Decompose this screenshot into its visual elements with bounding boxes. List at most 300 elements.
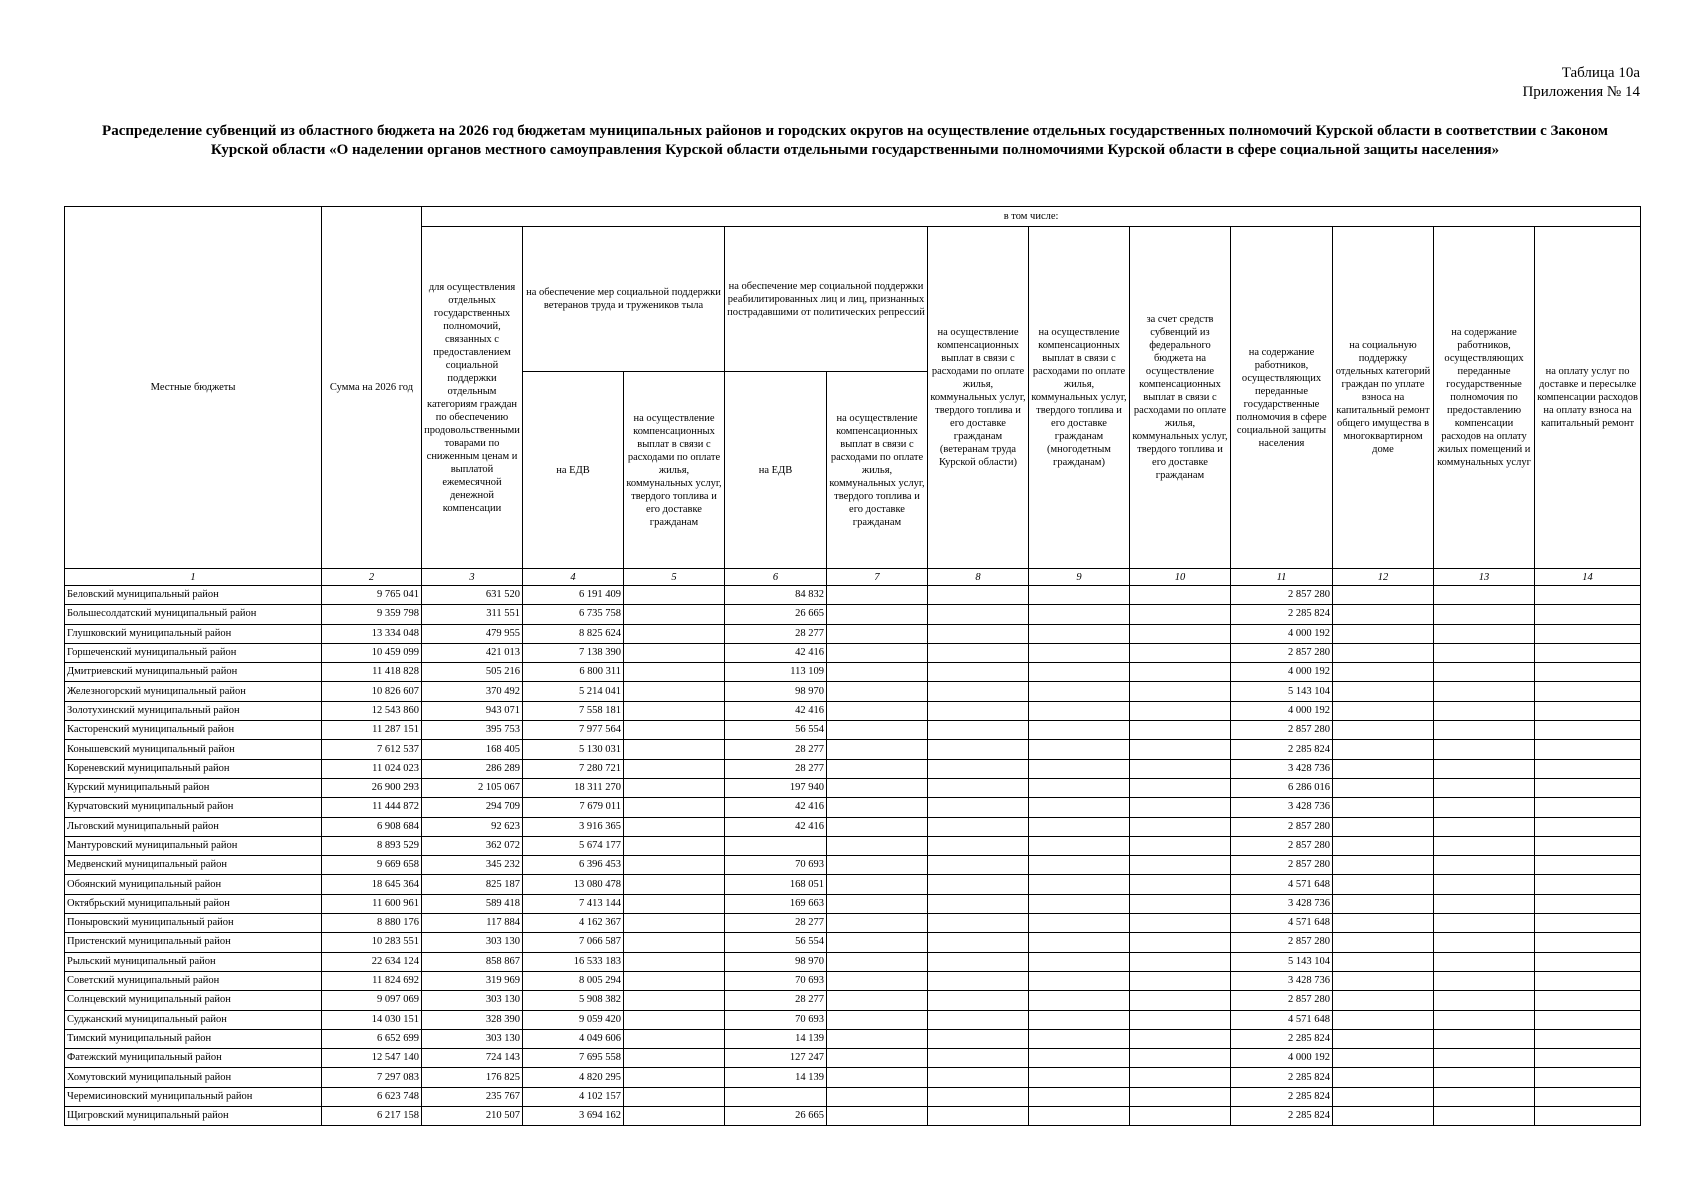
amount-cell <box>827 586 928 605</box>
header-rehabilitated-compensation: на осуществление компенсационных выплат в связи с расходами по оплате жилья, коммунальных услуг, твердого топлива и его доставке гражданам <box>827 372 928 569</box>
amount-cell <box>1029 1049 1130 1068</box>
amount-cell: 7 977 564 <box>523 721 624 740</box>
amount-cell: 6 191 409 <box>523 586 624 605</box>
municipality-name-cell: Щигровский муниципальный район <box>65 1107 322 1126</box>
amount-cell <box>1333 643 1434 662</box>
amount-cell <box>1333 1029 1434 1048</box>
amount-cell: 858 867 <box>422 952 523 971</box>
amount-cell <box>1535 894 1641 913</box>
amount-cell: 2 285 824 <box>1231 1107 1333 1126</box>
amount-cell <box>1333 856 1434 875</box>
amount-cell <box>1333 1068 1434 1087</box>
amount-cell <box>1130 1068 1231 1087</box>
amount-cell <box>624 624 725 643</box>
amount-cell <box>1130 856 1231 875</box>
amount-cell <box>928 798 1029 817</box>
amount-cell: 197 940 <box>725 778 827 797</box>
amount-cell <box>1333 991 1434 1010</box>
amount-cell <box>1434 721 1535 740</box>
amount-cell: 113 109 <box>725 663 827 682</box>
table-row <box>65 740 1641 759</box>
amount-cell <box>624 1107 725 1126</box>
amount-cell <box>1029 663 1130 682</box>
table-row <box>65 1010 1641 1029</box>
amount-cell <box>624 894 725 913</box>
table-row <box>65 952 1641 971</box>
amount-cell: 294 709 <box>422 798 523 817</box>
table-row <box>65 1107 1641 1126</box>
amount-cell: 22 634 124 <box>322 952 422 971</box>
amount-cell: 3 916 365 <box>523 817 624 836</box>
appendix-number: Приложения № 14 <box>1522 84 1640 100</box>
column-number: 14 <box>1535 569 1641 586</box>
amount-cell <box>1434 914 1535 933</box>
amount-cell <box>928 643 1029 662</box>
amount-cell: 724 143 <box>422 1049 523 1068</box>
amount-cell: 3 428 736 <box>1231 759 1333 778</box>
amount-cell: 2 285 824 <box>1231 1068 1333 1087</box>
header-group-labor-veterans: на обеспечение мер социальной поддержки ветеранов труда и тружеников тыла <box>523 227 725 372</box>
amount-cell: 11 024 023 <box>322 759 422 778</box>
header-including: в том числе: <box>422 207 1641 227</box>
amount-cell <box>1535 721 1641 740</box>
amount-cell <box>1333 663 1434 682</box>
municipality-name-cell: Льговский муниципальный район <box>65 817 322 836</box>
amount-cell: 56 554 <box>725 933 827 952</box>
amount-cell <box>827 778 928 797</box>
municipality-name-cell: Фатежский муниципальный район <box>65 1049 322 1068</box>
municipality-name-cell: Поныровский муниципальный район <box>65 914 322 933</box>
amount-cell <box>1130 721 1231 740</box>
table-row <box>65 894 1641 913</box>
municipality-name-cell: Суджанский муниципальный район <box>65 1010 322 1029</box>
municipality-name-cell: Дмитриевский муниципальный район <box>65 663 322 682</box>
header-local-budgets: Местные бюджеты <box>65 207 322 569</box>
amount-cell <box>928 721 1029 740</box>
table-row <box>65 856 1641 875</box>
municipality-name-cell: Конышевский муниципальный район <box>65 740 322 759</box>
amount-cell: 8 880 176 <box>322 914 422 933</box>
document-title: Распределение субвенций из областного бюджета на 2026 год бюджетам муниципальных районов и городских округов на осуществление отдельных государственных полномочий Курской области в соответствии с Законом Курской области «О наделении органов местного самоуправления Курской области отдельными государственными полномочиями Курской области в сфере социальной защиты населения» <box>102 123 1608 158</box>
amount-cell <box>1029 856 1130 875</box>
amount-cell: 70 693 <box>725 856 827 875</box>
municipality-name-cell: Черемисиновский муниципальный район <box>65 1087 322 1106</box>
amount-cell: 5 143 104 <box>1231 952 1333 971</box>
amount-cell: 505 216 <box>422 663 523 682</box>
amount-cell: 70 693 <box>725 1010 827 1029</box>
amount-cell <box>1535 605 1641 624</box>
amount-cell <box>1130 798 1231 817</box>
amount-cell <box>1434 663 1535 682</box>
amount-cell <box>624 933 725 952</box>
header-staff-compensation: на содержание работников, осуществляющих переданные государственные полномочия по предоставлению компенсации расходов на оплату жилых помещений и коммунальных услуг <box>1434 227 1535 569</box>
amount-cell <box>1333 740 1434 759</box>
municipality-name-cell: Рыльский муниципальный район <box>65 952 322 971</box>
amount-cell <box>1434 586 1535 605</box>
amount-cell: 4 000 192 <box>1231 624 1333 643</box>
municipality-name-cell: Беловский муниципальный район <box>65 586 322 605</box>
amount-cell: 6 908 684 <box>322 817 422 836</box>
amount-cell <box>1029 721 1130 740</box>
amount-cell <box>1333 952 1434 971</box>
amount-cell <box>827 952 928 971</box>
amount-cell <box>827 624 928 643</box>
amount-cell <box>1434 682 1535 701</box>
amount-cell <box>928 971 1029 990</box>
amount-cell: 8 005 294 <box>523 971 624 990</box>
amount-cell: 117 884 <box>422 914 523 933</box>
amount-cell <box>928 701 1029 720</box>
amount-cell: 395 753 <box>422 721 523 740</box>
municipality-name-cell: Медвенский муниципальный район <box>65 856 322 875</box>
table-row <box>65 875 1641 894</box>
column-number: 8 <box>928 569 1029 586</box>
table-row <box>65 933 1641 952</box>
amount-cell <box>1535 1049 1641 1068</box>
column-number: 3 <box>422 569 523 586</box>
amount-cell: 303 130 <box>422 933 523 952</box>
amount-cell <box>1029 952 1130 971</box>
amount-cell: 42 416 <box>725 798 827 817</box>
amount-cell: 70 693 <box>725 971 827 990</box>
amount-cell <box>1029 778 1130 797</box>
table-body <box>65 586 1641 1126</box>
table-row <box>65 1087 1641 1106</box>
amount-cell <box>1535 856 1641 875</box>
amount-cell <box>1434 605 1535 624</box>
amount-cell: 9 359 798 <box>322 605 422 624</box>
amount-cell: 11 418 828 <box>322 663 422 682</box>
amount-cell <box>928 1029 1029 1048</box>
amount-cell <box>1029 836 1130 855</box>
amount-cell: 18 645 364 <box>322 875 422 894</box>
amount-cell: 319 969 <box>422 971 523 990</box>
table-row <box>65 817 1641 836</box>
amount-cell <box>1434 740 1535 759</box>
amount-cell: 9 765 041 <box>322 586 422 605</box>
amount-cell: 28 277 <box>725 624 827 643</box>
column-number: 11 <box>1231 569 1333 586</box>
amount-cell: 42 416 <box>725 817 827 836</box>
amount-cell <box>624 778 725 797</box>
column-number: 7 <box>827 569 928 586</box>
amount-cell: 2 857 280 <box>1231 817 1333 836</box>
amount-cell <box>1434 836 1535 855</box>
amount-cell <box>1434 624 1535 643</box>
amount-cell <box>1434 991 1535 1010</box>
amount-cell <box>1029 991 1130 1010</box>
amount-cell <box>1130 817 1231 836</box>
amount-cell <box>624 1068 725 1087</box>
table-row <box>65 991 1641 1010</box>
amount-cell <box>1434 1029 1535 1048</box>
amount-cell <box>827 740 928 759</box>
amount-cell: 2 105 067 <box>422 778 523 797</box>
amount-cell: 42 416 <box>725 643 827 662</box>
amount-cell <box>1535 740 1641 759</box>
amount-cell <box>1535 952 1641 971</box>
amount-cell <box>827 663 928 682</box>
subvention-table-container <box>64 206 1640 1126</box>
amount-cell: 4 000 192 <box>1231 663 1333 682</box>
amount-cell <box>1029 682 1130 701</box>
amount-cell <box>1535 1068 1641 1087</box>
column-number: 1 <box>65 569 322 586</box>
amount-cell <box>1130 1107 1231 1126</box>
amount-cell: 12 547 140 <box>322 1049 422 1068</box>
amount-cell: 12 543 860 <box>322 701 422 720</box>
amount-cell <box>1535 798 1641 817</box>
amount-cell <box>624 836 725 855</box>
header-capital-repair: на социальную поддержку отдельных категорий граждан по уплате взноса на капитальный ремонт общего имущества в многоквартирном доме <box>1333 227 1434 569</box>
column-number: 4 <box>523 569 624 586</box>
amount-cell <box>1333 1107 1434 1126</box>
amount-cell <box>1434 952 1535 971</box>
amount-cell <box>1535 933 1641 952</box>
amount-cell <box>1130 624 1231 643</box>
amount-cell: 2 285 824 <box>1231 740 1333 759</box>
amount-cell: 5 674 177 <box>523 836 624 855</box>
amount-cell <box>1333 836 1434 855</box>
amount-cell: 13 334 048 <box>322 624 422 643</box>
amount-cell <box>827 836 928 855</box>
amount-cell: 5 143 104 <box>1231 682 1333 701</box>
amount-cell <box>1535 759 1641 778</box>
amount-cell <box>725 1087 827 1106</box>
amount-cell: 26 900 293 <box>322 778 422 797</box>
amount-cell: 11 287 151 <box>322 721 422 740</box>
amount-cell: 2 857 280 <box>1231 991 1333 1010</box>
amount-cell <box>928 605 1029 624</box>
amount-cell <box>1333 759 1434 778</box>
amount-cell <box>928 875 1029 894</box>
amount-cell <box>1130 933 1231 952</box>
amount-cell <box>1029 1087 1130 1106</box>
municipality-name-cell: Пристенский муниципальный район <box>65 933 322 952</box>
amount-cell <box>1130 663 1231 682</box>
amount-cell <box>1333 682 1434 701</box>
amount-cell <box>1333 971 1434 990</box>
column-number: 13 <box>1434 569 1535 586</box>
amount-cell <box>1130 991 1231 1010</box>
amount-cell <box>1535 1107 1641 1126</box>
amount-cell <box>725 836 827 855</box>
table-header <box>65 207 1641 586</box>
amount-cell <box>1029 586 1130 605</box>
municipality-name-cell: Горшеченский муниципальный район <box>65 643 322 662</box>
amount-cell: 2 857 280 <box>1231 933 1333 952</box>
amount-cell <box>928 663 1029 682</box>
amount-cell <box>1333 798 1434 817</box>
header-delivery: на оплату услуг по доставке и пересылке компенсации расходов на оплату взноса на капитальный ремонт <box>1535 227 1641 569</box>
amount-cell <box>624 952 725 971</box>
amount-cell: 28 277 <box>725 740 827 759</box>
amount-cell <box>624 759 725 778</box>
amount-cell <box>827 1049 928 1068</box>
amount-cell <box>1029 643 1130 662</box>
amount-cell <box>624 701 725 720</box>
amount-cell <box>624 740 725 759</box>
amount-cell <box>1130 836 1231 855</box>
table-row <box>65 778 1641 797</box>
municipality-name-cell: Глушковский муниципальный район <box>65 624 322 643</box>
amount-cell <box>1535 682 1641 701</box>
amount-cell <box>928 856 1029 875</box>
amount-cell <box>1333 894 1434 913</box>
amount-cell <box>1333 721 1434 740</box>
table-number: Таблица 10а <box>1561 65 1640 81</box>
amount-cell <box>624 798 725 817</box>
amount-cell: 345 232 <box>422 856 523 875</box>
amount-cell <box>928 1107 1029 1126</box>
amount-cell <box>1535 643 1641 662</box>
amount-cell <box>1130 914 1231 933</box>
amount-cell: 11 444 872 <box>322 798 422 817</box>
municipality-name-cell: Солнцевский муниципальный район <box>65 991 322 1010</box>
amount-cell <box>1029 894 1130 913</box>
table-row <box>65 605 1641 624</box>
amount-cell: 825 187 <box>422 875 523 894</box>
amount-cell: 479 955 <box>422 624 523 643</box>
amount-cell: 6 735 758 <box>523 605 624 624</box>
amount-cell <box>624 1087 725 1106</box>
amount-cell <box>624 721 725 740</box>
column-number: 10 <box>1130 569 1231 586</box>
amount-cell <box>827 1029 928 1048</box>
amount-cell <box>928 682 1029 701</box>
amount-cell: 589 418 <box>422 894 523 913</box>
amount-cell <box>827 933 928 952</box>
amount-cell <box>928 1049 1029 1068</box>
municipality-name-cell: Курчатовский муниципальный район <box>65 798 322 817</box>
amount-cell <box>928 1010 1029 1029</box>
amount-cell <box>1535 971 1641 990</box>
amount-cell: 3 694 162 <box>523 1107 624 1126</box>
table-row <box>65 721 1641 740</box>
amount-cell: 7 138 390 <box>523 643 624 662</box>
amount-cell: 26 665 <box>725 605 827 624</box>
amount-cell: 16 533 183 <box>523 952 624 971</box>
amount-cell: 5 214 041 <box>523 682 624 701</box>
table-row <box>65 1049 1641 1068</box>
header-federal-housing: за счет средств субвенций из федерального бюджета на осуществление компенсационных выплат в связи с расходами по оплате жилья, коммунальных услуг, твердого топлива и его доставке гражданам <box>1130 227 1231 569</box>
amount-cell <box>1434 759 1535 778</box>
amount-cell: 5 908 382 <box>523 991 624 1010</box>
amount-cell <box>1029 1010 1130 1029</box>
amount-cell <box>928 586 1029 605</box>
amount-cell <box>1130 759 1231 778</box>
amount-cell <box>827 971 928 990</box>
amount-cell <box>1434 701 1535 720</box>
amount-cell <box>1029 1068 1130 1087</box>
amount-cell <box>1333 701 1434 720</box>
amount-cell <box>928 817 1029 836</box>
amount-cell: 9 097 069 <box>322 991 422 1010</box>
amount-cell <box>1029 798 1130 817</box>
table-row <box>65 624 1641 643</box>
amount-cell <box>928 759 1029 778</box>
header-food-compensation: для осуществления отдельных государственных полномочий, связанных с предоставлением социальной поддержки отдельным категориям граждан по обеспечению продовольственными товарами по сниженным ценам и выплатой ежемесячной денежной компенсации <box>422 227 523 569</box>
amount-cell: 311 551 <box>422 605 523 624</box>
amount-cell <box>928 1087 1029 1106</box>
amount-cell: 18 311 270 <box>523 778 624 797</box>
amount-cell: 14 139 <box>725 1029 827 1048</box>
amount-cell <box>1029 740 1130 759</box>
amount-cell <box>827 721 928 740</box>
amount-cell: 328 390 <box>422 1010 523 1029</box>
amount-cell <box>827 682 928 701</box>
amount-cell: 7 066 587 <box>523 933 624 952</box>
amount-cell: 4 162 367 <box>523 914 624 933</box>
amount-cell <box>624 663 725 682</box>
municipality-name-cell: Мантуровский муниципальный район <box>65 836 322 855</box>
amount-cell <box>1434 1010 1535 1029</box>
amount-cell <box>827 856 928 875</box>
amount-cell <box>1434 778 1535 797</box>
municipality-name-cell: Золотухинский муниципальный район <box>65 701 322 720</box>
amount-cell: 176 825 <box>422 1068 523 1087</box>
amount-cell: 5 130 031 <box>523 740 624 759</box>
amount-cell <box>1434 1049 1535 1068</box>
table-reference <box>1522 64 1640 102</box>
amount-cell <box>624 971 725 990</box>
amount-cell: 2 285 824 <box>1231 605 1333 624</box>
amount-cell <box>624 991 725 1010</box>
amount-cell <box>827 894 928 913</box>
amount-cell <box>1434 817 1535 836</box>
column-number: 5 <box>624 569 725 586</box>
amount-cell: 303 130 <box>422 1029 523 1048</box>
amount-cell <box>928 836 1029 855</box>
amount-cell <box>827 759 928 778</box>
municipality-name-cell: Железногорский муниципальный район <box>65 682 322 701</box>
column-number: 12 <box>1333 569 1434 586</box>
table-row <box>65 663 1641 682</box>
amount-cell: 4 571 648 <box>1231 875 1333 894</box>
amount-cell <box>1535 701 1641 720</box>
amount-cell: 4 571 648 <box>1231 914 1333 933</box>
amount-cell: 6 652 699 <box>322 1029 422 1048</box>
table-row <box>65 798 1641 817</box>
header-rehabilitated-edv: на ЕДВ <box>725 372 827 569</box>
amount-cell: 2 285 824 <box>1231 1029 1333 1048</box>
amount-cell: 4 049 606 <box>523 1029 624 1048</box>
table-row <box>65 586 1641 605</box>
amount-cell <box>1434 1107 1535 1126</box>
amount-cell <box>1029 759 1130 778</box>
amount-cell: 9 059 420 <box>523 1010 624 1029</box>
subvention-table <box>64 206 1641 1126</box>
amount-cell: 6 217 158 <box>322 1107 422 1126</box>
amount-cell: 3 428 736 <box>1231 971 1333 990</box>
amount-cell: 6 396 453 <box>523 856 624 875</box>
amount-cell: 286 289 <box>422 759 523 778</box>
amount-cell: 8 893 529 <box>322 836 422 855</box>
amount-cell: 2 857 280 <box>1231 836 1333 855</box>
amount-cell <box>624 1010 725 1029</box>
amount-cell <box>1333 875 1434 894</box>
header-group-rehabilitated: на обеспечение мер социальной поддержки реабилитированных лиц и лиц, признанных пострадавшими от политических репрессий <box>725 227 928 372</box>
amount-cell <box>1434 971 1535 990</box>
municipality-name-cell: Обоянский муниципальный район <box>65 875 322 894</box>
amount-cell: 3 428 736 <box>1231 894 1333 913</box>
amount-cell: 42 416 <box>725 701 827 720</box>
municipality-name-cell: Кореневский муниципальный район <box>65 759 322 778</box>
amount-cell <box>827 991 928 1010</box>
table-row <box>65 643 1641 662</box>
amount-cell <box>928 933 1029 952</box>
amount-cell <box>1130 894 1231 913</box>
